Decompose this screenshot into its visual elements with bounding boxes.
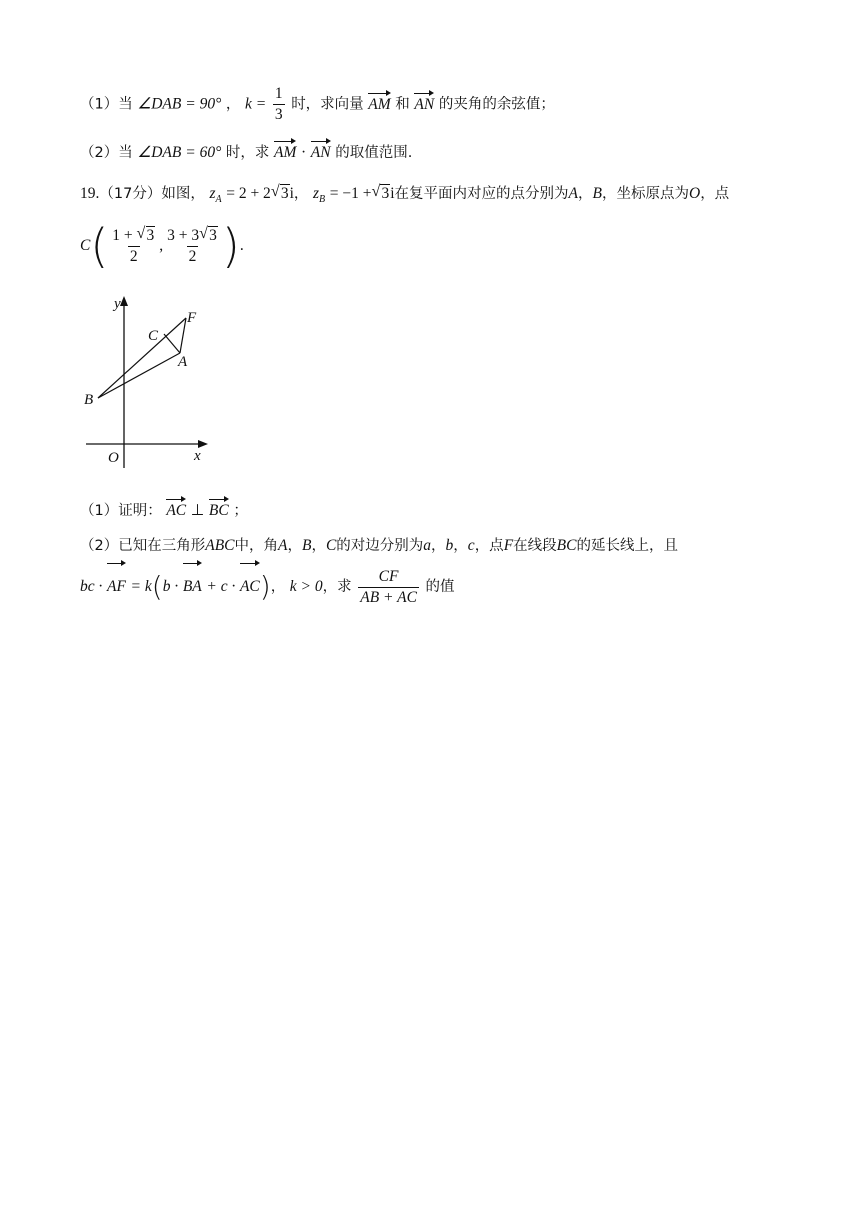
q19-score: （17分）如图， (99, 186, 205, 202)
point-c-coordinates: C( 1 + √ 3 2 , 3 + 3 √ 3 2 ). (80, 219, 244, 273)
vector-am: AM (368, 92, 390, 115)
angle-dab-90: ∠DAB = 90° (137, 95, 222, 113)
q19-part1: （1）证明： AC ⊥ BC ； (80, 498, 248, 521)
x-axis-arrow (198, 440, 208, 448)
segment-ba (98, 353, 180, 398)
q18-part1-label: （1）当 (80, 96, 133, 113)
vector-af: AF (107, 562, 126, 609)
sqrt-3: √ 3 (270, 183, 289, 202)
complex-plane-figure (80, 292, 220, 472)
vector-an: AN (414, 92, 434, 115)
z-b: $z_B$ (312, 185, 326, 206)
segment-ca (164, 334, 180, 353)
vector-bc: BC (209, 498, 229, 521)
k-lhs: k = (245, 95, 267, 113)
vector-ba: BA (183, 562, 202, 609)
q19-part2-line2: bc · AF = k(b · BA + c · AC)， k > 0，求 $\frac{CF}{AB + AC}$ 的值 (80, 562, 455, 609)
sqrt-3: √ 3 (371, 183, 390, 202)
label-f: F (187, 310, 197, 326)
ratio-fraction: $\frac{CF}{AB + AC}$ (360, 567, 417, 606)
c-x-fraction: 1 + √ 3 2 (112, 224, 155, 265)
k-fraction: $\frac{1}{3}$ (274, 85, 283, 123)
z-a: $z_A$ (209, 185, 222, 206)
label-o: O (108, 450, 119, 466)
label-c: C (148, 328, 159, 344)
q18-part2: （2）当 ∠DAB = 60° 时，求 AM · AN 的取值范围. (80, 140, 412, 163)
angle-dab-60: ∠DAB = 60° (137, 144, 222, 161)
label-b: B (84, 392, 94, 408)
q18-part1: （1）当 ∠DAB = 90° ， k = $\frac{1}{3}$ 时，求向量 AM 和 AN 的夹角的余弦值； (80, 85, 555, 123)
vector-am: AM (274, 140, 296, 163)
y-axis-arrow (120, 296, 128, 306)
label-x: x (194, 448, 201, 464)
label-y: y (114, 296, 121, 312)
label-a: A (178, 354, 188, 370)
q19-stem: 19.（17分）如图， $z_A = 2 + 2$ √ 3i， $z_B = -1$ + √ 3i在复平面内对应的点分别为A，B，坐标原点为O，点 (80, 183, 730, 206)
vector-ac: AC (240, 562, 260, 609)
c-y-fraction: 3 + 3 √ 3 2 (167, 224, 217, 265)
k-condition: k > 0 (289, 578, 323, 595)
segment-bf (98, 318, 186, 398)
vector-ac: AC (166, 498, 186, 521)
q19-part2-line1: （2）已知在三角形ABC中，角A，B，C的对边分别为a，b，c，点F在线段BC的延长线上，且 (80, 537, 678, 554)
q19-number: 19. (80, 185, 100, 202)
vector-an: AN (311, 140, 331, 163)
q18-part2-label: （2）当 (80, 145, 133, 161)
